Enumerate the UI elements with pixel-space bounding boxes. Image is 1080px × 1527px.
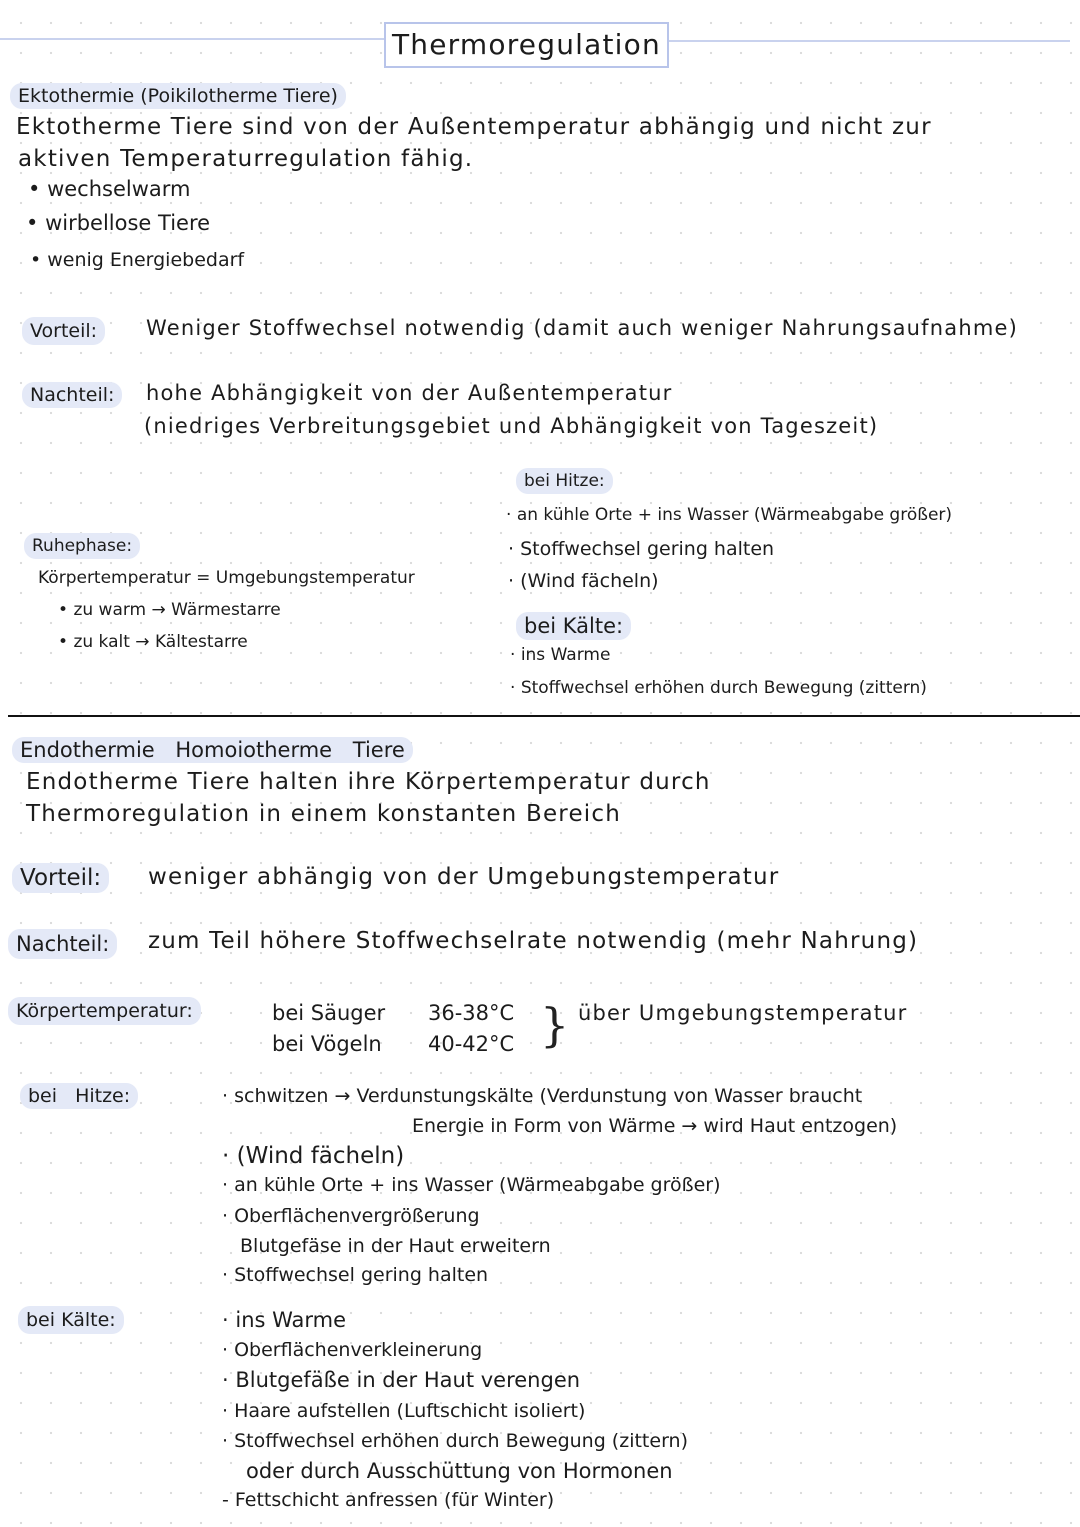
ekto-hitze-label: bei Hitze: — [516, 468, 613, 494]
ekto-hitze-item-text: an kühle Orte + ins Wasser (Wärmeabgabe größer) — [516, 505, 953, 525]
endo-saeuger-label: bei Säuger — [272, 1001, 386, 1025]
ekto-bullet: • wenig Energiebedarf — [30, 249, 245, 271]
endo-heading: Endothermie Homoiotherme Tiere — [12, 737, 413, 763]
title-rule-right — [662, 40, 1070, 42]
endo-nachteil-label: Nachteil: — [8, 929, 117, 959]
ekto-bullet: • wirbellose Tiere — [26, 211, 211, 235]
endo-vorteil-label: Vorteil: — [12, 863, 109, 893]
endo-kaelte-item: · Haare aufstellen (Luftschicht isoliert) — [222, 1400, 586, 1422]
endo-definition-line1: Endotherme Tiere halten ihre Körpertemperatur durch — [26, 769, 711, 795]
ekto-bullet-text: wenig Energiebedarf — [47, 249, 245, 271]
endo-nachteil-text: zum Teil höhere Stoffwechselrate notwendig (mehr Nahrung) — [148, 928, 919, 954]
ekto-nachteil-label: Nachteil: — [22, 382, 122, 408]
endo-kaelte-item-text: Haare aufstellen (Luftschicht isoliert) — [234, 1400, 586, 1422]
ekto-hitze-item: · Stoffwechsel gering halten — [508, 538, 775, 560]
ekto-hitze-item-text: (Wind fächeln) — [520, 570, 659, 592]
ekto-hitze-item: · an kühle Orte + ins Wasser (Wärmeabgabe größer) — [506, 505, 953, 525]
endo-hitze-item-text: Oberflächenvergrößerung — [234, 1205, 480, 1227]
endo-kaelte-item: · Stoffwechsel erhöhen durch Bewegung (zittern) — [222, 1430, 688, 1452]
endo-kaelte-item-text: Oberflächenverkleinerung — [234, 1339, 483, 1361]
endo-kaelte-item: - Fettschicht anfressen (für Winter) — [222, 1489, 555, 1511]
endo-hitze-item-text: Stoffwechsel gering halten — [234, 1264, 489, 1286]
ekto-definition-line2: aktiven Temperaturregulation fähig. — [18, 146, 474, 172]
endo-hitze-item: · Stoffwechsel gering halten — [222, 1264, 489, 1286]
endo-voegel-value: 40-42°C — [428, 1032, 515, 1056]
endo-hitze-item: · schwitzen → Verdunstungskälte (Verdunstung von Wasser braucht — [222, 1085, 863, 1107]
endo-koerpertemperatur-note: über Umgebungstemperatur — [578, 1001, 908, 1025]
ekto-kaelte-item: · Stoffwechsel erhöhen durch Bewegung (zittern) — [510, 678, 927, 698]
endo-hitze-item: · Oberflächenvergrößerung — [222, 1205, 480, 1227]
endo-definition-line2: Thermoregulation in einem konstanten Bereich — [26, 801, 622, 827]
ekto-bullet-text: wechselwarm — [47, 177, 191, 201]
endo-kaelte-label: bei Kälte: — [18, 1306, 124, 1334]
endo-kaelte-item: · Oberflächenverkleinerung — [222, 1339, 483, 1361]
endo-vorteil-text: weniger abhängig von der Umgebungstemperatur — [148, 864, 780, 890]
title-rule-left — [0, 38, 384, 40]
endo-hitze-item-text: (Wind fächeln) — [236, 1143, 405, 1169]
endo-koerpertemperatur-label: Körpertemperatur: — [8, 997, 201, 1025]
ekto-ruhephase-item-text: zu kalt → Kältestarre — [73, 632, 248, 652]
section-divider — [8, 715, 1080, 717]
ekto-ruhephase-item: • zu warm → Wärmestarre — [58, 600, 281, 620]
ekto-kaelte-item: · ins Warme — [510, 645, 611, 665]
endo-hitze-item: · (Wind fächeln) — [222, 1143, 405, 1169]
endo-hitze-item-continuation: Blutgefäse in der Haut erweitern — [240, 1235, 551, 1257]
ekto-ruhephase-item: • zu kalt → Kältestarre — [58, 632, 248, 652]
ekto-bullet: • wechselwarm — [28, 177, 191, 201]
endo-kaelte-item-continuation: oder durch Ausschüttung von Hormonen — [246, 1459, 673, 1483]
ekto-vorteil-label: Vorteil: — [22, 317, 105, 345]
ekto-definition-line1: Ektotherme Tiere sind von der Außentemperatur abhängig und nicht zur — [16, 114, 932, 140]
temperature-brace-icon: } — [540, 998, 570, 1052]
page-title: Thermoregulation — [384, 22, 669, 68]
endo-hitze-item-text: schwitzen → Verdunstungskälte (Verdunstung von Wasser braucht — [234, 1085, 863, 1107]
ekto-kaelte-item-text: Stoffwechsel erhöhen durch Bewegung (zittern) — [520, 678, 927, 698]
endo-kaelte-item-text: Blutgefäße in der Haut verengen — [235, 1368, 581, 1392]
ekto-vorteil-text: Weniger Stoffwechsel notwendig (damit auch weniger Nahrungsaufnahme) — [146, 316, 1019, 340]
ekto-bullet-text: wirbellose Tiere — [45, 211, 211, 235]
ekto-kaelte-item-text: ins Warme — [520, 645, 611, 665]
ekto-hitze-item: · (Wind fächeln) — [508, 570, 659, 592]
endo-saeuger-value: 36-38°C — [428, 1001, 515, 1025]
endo-kaelte-item-text: Stoffwechsel erhöhen durch Bewegung (zittern) — [234, 1430, 688, 1452]
endo-hitze-label: bei Hitze: — [20, 1083, 138, 1109]
endo-voegel-label: bei Vögeln — [272, 1032, 382, 1056]
ekto-ruhephase-equation: Körpertemperatur = Umgebungstemperatur — [38, 568, 415, 588]
ekto-hitze-item-text: Stoffwechsel gering halten — [520, 538, 775, 560]
endo-hitze-item-continuation: Energie in Form von Wärme → wird Haut entzogen) — [412, 1115, 898, 1137]
endo-hitze-item: · an kühle Orte + ins Wasser (Wärmeabgabe größer) — [222, 1174, 721, 1196]
ekto-nachteil-line2: (niedriges Verbreitungsgebiet und Abhängigkeit von Tageszeit) — [144, 414, 879, 438]
ekto-ruhephase-item-text: zu warm → Wärmestarre — [73, 600, 281, 620]
endo-kaelte-item: · ins Warme — [222, 1308, 347, 1332]
ekto-ruhephase-label: Ruhephase: — [24, 533, 140, 559]
endo-hitze-item-text: an kühle Orte + ins Wasser (Wärmeabgabe größer) — [234, 1174, 721, 1196]
ekto-nachteil-line1: hohe Abhängigkeit von der Außentemperatur — [146, 381, 673, 405]
endo-kaelte-item-text: ins Warme — [235, 1308, 347, 1332]
ekto-heading: Ektothermie (Poikilotherme Tiere) — [10, 83, 346, 109]
endo-kaelte-item: · Blutgefäße in der Haut verengen — [222, 1368, 581, 1392]
endo-kaelte-item-text: Fettschicht anfressen (für Winter) — [234, 1489, 555, 1511]
ekto-kaelte-label: bei Kälte: — [516, 612, 631, 640]
